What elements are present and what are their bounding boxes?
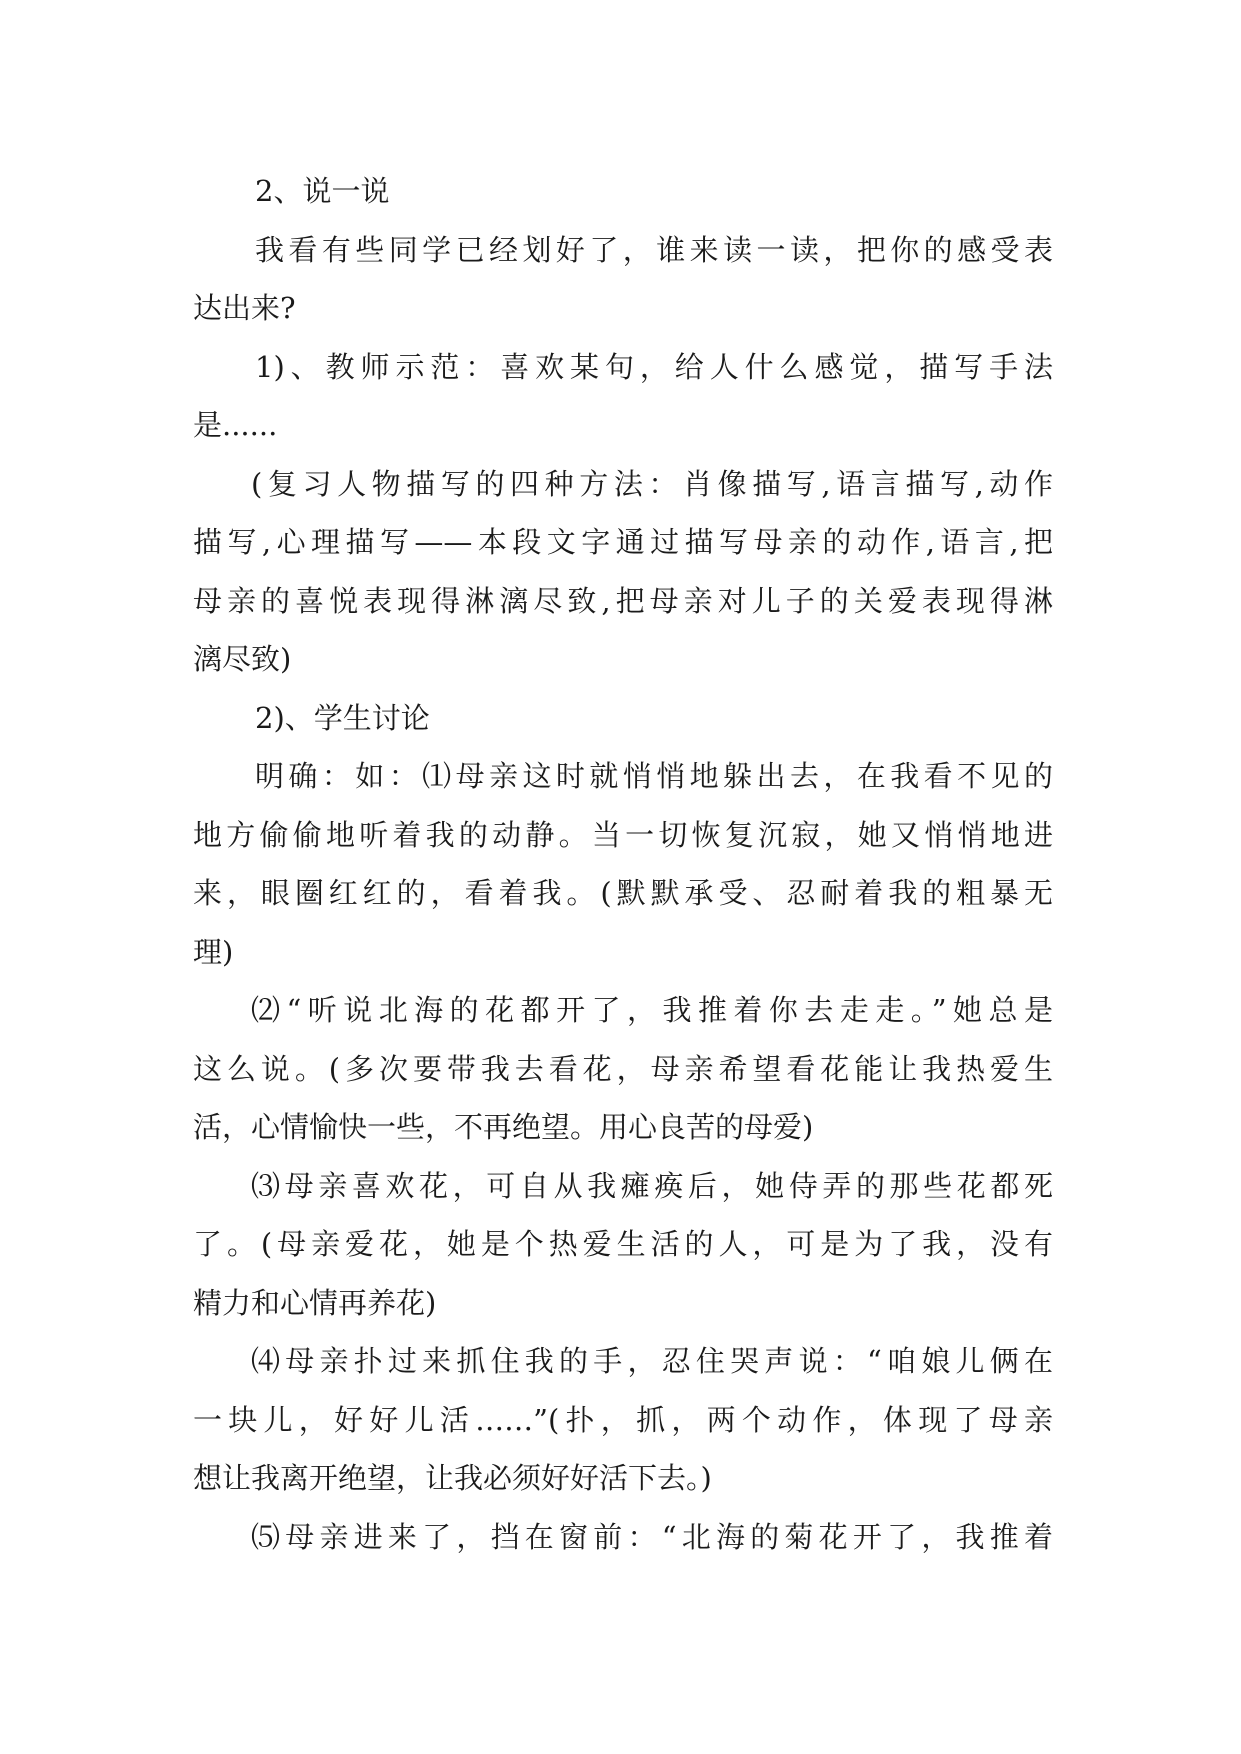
- paragraph-line: 想让我离开绝望，让我必须好好活下去。): [193, 1461, 712, 1495]
- paragraph-line: 是......: [193, 408, 278, 442]
- paragraph-line: ⑵“听说北海的花都开了，我推着你去走走。”她总是: [251, 993, 1053, 1027]
- paragraph-example-4: [193, 1332, 1053, 1508]
- paragraph-line: 一块儿，好好儿活……”(扑，抓，两个动作，体现了母亲: [193, 1402, 1053, 1437]
- paragraph-student-discussion: [193, 689, 1053, 748]
- paragraph-teacher-demo: [193, 338, 1053, 455]
- paragraph-line: 地方偷偷地听着我的动静。当一切恢复沉寂，她又悄悄地进: [193, 817, 1053, 852]
- paragraph-line: ⑶母亲喜欢花，可自从我瘫痪后，她侍弄的那些花都死: [251, 1168, 1053, 1203]
- paragraph-line: 漓尽致): [193, 642, 292, 676]
- paragraph-review-methods: [193, 455, 1053, 689]
- paragraph-example-2: [193, 981, 1053, 1157]
- paragraph-line: ⑸母亲进来了，挡在窗前：“北海的菊花开了，我推着: [251, 1519, 1053, 1554]
- paragraph-line: 描写,心理描写——本段文字通过描写母亲的动作,语言,把: [193, 525, 1053, 559]
- paragraph-line: (复习人物描写的四种方法：肖像描写,语言描写,动作: [251, 466, 1053, 501]
- paragraph-line: 来，眼圈红红的，看着我。(默默承受、忍耐着我的粗暴无: [193, 876, 1053, 910]
- paragraph-heading-say: [193, 162, 1053, 221]
- paragraph-line: 理): [193, 934, 234, 969]
- paragraph-prompt: [193, 221, 1053, 338]
- document-body: [193, 162, 1053, 1566]
- paragraph-line: 2)、学生讨论: [255, 700, 430, 735]
- paragraph-line: 了。(母亲爱花，她是个热爱生活的人，可是为了我，没有: [193, 1227, 1053, 1261]
- paragraph-line: 2、说一说: [255, 174, 390, 208]
- paragraph-line: 精力和心情再养花): [193, 1285, 437, 1320]
- paragraph-line: 明确：如：⑴母亲这时就悄悄地躲出去，在我看不见的: [255, 759, 1053, 793]
- paragraph-line: 1)、教师示范：喜欢某句，给人什么感觉，描写手法: [255, 349, 1053, 384]
- paragraph-example-1: [193, 747, 1053, 981]
- paragraph-line: 活，心情愉快一些，不再绝望。用心良苦的母爱): [193, 1110, 814, 1144]
- paragraph-line: 我看有些同学已经划好了，谁来读一读，把你的感受表: [255, 232, 1053, 267]
- paragraph-line: ⑷母亲扑过来抓住我的手，忍住哭声说：“咱娘儿俩在: [251, 1344, 1053, 1378]
- paragraph-example-3: [193, 1157, 1053, 1333]
- paragraph-line: 母亲的喜悦表现得淋漓尽致,把母亲对儿子的关爱表现得淋: [193, 583, 1053, 618]
- paragraph-example-5: [193, 1508, 1053, 1567]
- paragraph-line: 达出来?: [193, 291, 296, 325]
- paragraph-line: 这么说。(多次要带我去看花，母亲希望看花能让我热爱生: [193, 1051, 1053, 1086]
